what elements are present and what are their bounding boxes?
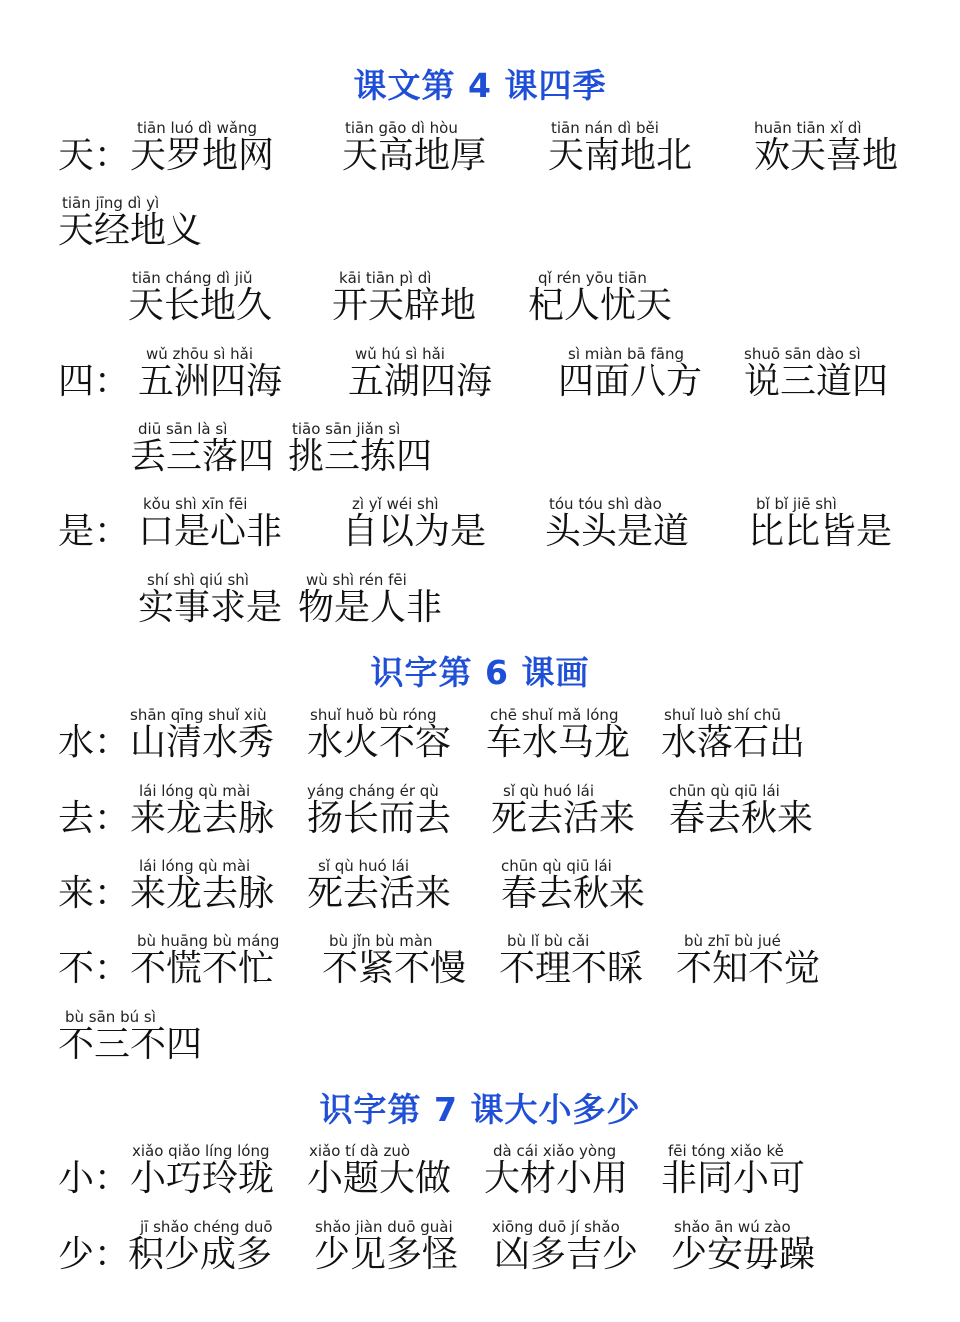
pinyin: tiān nán dì běi bbox=[551, 119, 659, 137]
head-character: 小： bbox=[58, 1158, 131, 1199]
idiom: 天经地义 bbox=[58, 210, 203, 251]
idiom: 春去秋来 bbox=[501, 873, 646, 914]
idiom: 不三不四 bbox=[58, 1024, 203, 1065]
idiom: 积少成多 bbox=[128, 1234, 273, 1275]
pinyin: zì yǐ wéi shì bbox=[352, 495, 439, 513]
section-title: 识字第 7 课大小多少 bbox=[319, 1090, 641, 1129]
pinyin: dà cái xiǎo yòng bbox=[493, 1142, 617, 1160]
idiom: 死去活来 bbox=[307, 873, 452, 914]
pinyin: shān qīng shuǐ xiù bbox=[130, 706, 267, 724]
pinyin: shǎo ān wú zào bbox=[674, 1218, 791, 1236]
idiom: 车水马龙 bbox=[486, 722, 631, 763]
idiom: 开天辟地 bbox=[332, 285, 477, 326]
idiom: 不紧不慢 bbox=[322, 948, 467, 989]
pinyin: sì miàn bā fāng bbox=[568, 345, 684, 363]
idiom: 小题大做 bbox=[307, 1158, 452, 1199]
pinyin: bù sān bú sì bbox=[65, 1008, 156, 1026]
idiom: 来龙去脉 bbox=[130, 798, 275, 839]
idiom: 扬长而去 bbox=[307, 798, 452, 839]
idiom: 水落石出 bbox=[661, 722, 806, 763]
idiom: 欢天喜地 bbox=[754, 135, 899, 176]
idiom: 天高地厚 bbox=[342, 135, 487, 176]
idiom: 四面八方 bbox=[558, 361, 703, 402]
head-character: 不： bbox=[58, 948, 131, 989]
head-character: 少： bbox=[58, 1234, 131, 1275]
idiom: 说三道四 bbox=[744, 361, 889, 402]
idiom: 来龙去脉 bbox=[130, 873, 275, 914]
head-character: 四： bbox=[58, 361, 131, 402]
head-character: 是： bbox=[58, 511, 131, 552]
idiom: 实事求是 bbox=[138, 587, 283, 628]
pinyin: yáng cháng ér qù bbox=[307, 782, 439, 800]
pinyin: qǐ rén yōu tiān bbox=[538, 269, 647, 287]
pinyin: bǐ bǐ jiē shì bbox=[756, 495, 837, 513]
idiom: 口是心非 bbox=[138, 511, 283, 552]
idiom: 杞人忧天 bbox=[528, 285, 673, 326]
pinyin: chūn qù qiū lái bbox=[669, 782, 780, 800]
pinyin: bù zhī bù jué bbox=[684, 932, 781, 950]
pinyin: shǎo jiàn duō guài bbox=[315, 1218, 453, 1236]
idiom: 少安毋躁 bbox=[671, 1234, 816, 1275]
pinyin: bù lǐ bù cǎi bbox=[507, 932, 590, 950]
idiom: 非同小可 bbox=[661, 1158, 806, 1199]
idiom: 不知不觉 bbox=[676, 948, 821, 989]
pinyin: lái lóng qù mài bbox=[139, 782, 251, 800]
pinyin: tiāo sān jiǎn sì bbox=[292, 420, 401, 438]
pinyin: huān tiān xǐ dì bbox=[754, 119, 862, 137]
idiom: 自以为是 bbox=[342, 511, 487, 552]
head-character: 天： bbox=[58, 135, 131, 176]
pinyin: shí shì qiú shì bbox=[147, 571, 249, 589]
pinyin: jī shǎo chéng duō bbox=[140, 1218, 273, 1236]
section-title: 课文第 4 课四季 bbox=[353, 66, 607, 105]
head-character: 水： bbox=[58, 722, 131, 763]
idiom: 比比皆是 bbox=[748, 511, 893, 552]
pinyin: wù shì rén fēi bbox=[306, 571, 407, 589]
idiom: 少见多怪 bbox=[314, 1234, 459, 1275]
head-character: 去： bbox=[58, 798, 131, 839]
pinyin: tiān cháng dì jiǔ bbox=[132, 269, 253, 287]
section-title: 识字第 6 课画 bbox=[370, 653, 590, 692]
pinyin: sǐ qù huó lái bbox=[318, 857, 410, 875]
pinyin: diū sān là sì bbox=[138, 420, 228, 438]
idiom: 天南地北 bbox=[548, 135, 693, 176]
pinyin: shuǐ huǒ bù róng bbox=[310, 706, 437, 724]
pinyin: chē shuǐ mǎ lóng bbox=[490, 706, 619, 724]
pinyin: tiān luó dì wǎng bbox=[137, 119, 258, 137]
pinyin: shuǐ luò shí chū bbox=[664, 706, 781, 724]
idiom: 水火不容 bbox=[307, 722, 452, 763]
idiom: 物是人非 bbox=[298, 587, 443, 628]
pinyin: lái lóng qù mài bbox=[139, 857, 251, 875]
idiom: 死去活来 bbox=[491, 798, 636, 839]
idiom: 天罗地网 bbox=[130, 135, 275, 176]
idiom: 五洲四海 bbox=[138, 361, 283, 402]
idiom: 山清水秀 bbox=[130, 722, 275, 763]
idiom: 天长地久 bbox=[128, 285, 273, 326]
idiom: 大材小用 bbox=[484, 1158, 629, 1199]
pinyin: wǔ hú sì hǎi bbox=[355, 345, 445, 363]
idiom: 丢三落四 bbox=[130, 436, 275, 477]
idiom: 不慌不忙 bbox=[130, 948, 275, 989]
pinyin: bù huāng bù máng bbox=[137, 932, 280, 950]
idiom: 头头是道 bbox=[545, 511, 690, 552]
pinyin: wǔ zhōu sì hǎi bbox=[146, 345, 253, 363]
pinyin: tiān jīng dì yì bbox=[62, 194, 160, 212]
pinyin: xiǎo qiǎo líng lóng bbox=[132, 1142, 270, 1160]
idiom: 不理不睬 bbox=[499, 948, 644, 989]
pinyin: kāi tiān pì dì bbox=[339, 269, 432, 287]
idiom: 春去秋来 bbox=[669, 798, 814, 839]
pinyin: shuō sān dào sì bbox=[744, 345, 861, 363]
pinyin: xiǎo tí dà zuò bbox=[309, 1142, 411, 1160]
pinyin: tóu tóu shì dào bbox=[549, 495, 662, 513]
idiom: 挑三拣四 bbox=[288, 436, 433, 477]
pinyin: tiān gāo dì hòu bbox=[345, 119, 458, 137]
pinyin: fēi tóng xiǎo kě bbox=[668, 1142, 784, 1160]
pinyin: chūn qù qiū lái bbox=[501, 857, 612, 875]
pinyin: sǐ qù huó lái bbox=[503, 782, 595, 800]
pinyin: kǒu shì xīn fēi bbox=[143, 495, 248, 513]
head-character: 来： bbox=[58, 873, 131, 914]
pinyin: xiōng duō jí shǎo bbox=[492, 1218, 620, 1236]
idiom: 凶多吉少 bbox=[494, 1234, 639, 1275]
pinyin: bù jǐn bù màn bbox=[329, 932, 433, 950]
idiom: 五湖四海 bbox=[348, 361, 493, 402]
idiom: 小巧玲珑 bbox=[130, 1158, 275, 1199]
